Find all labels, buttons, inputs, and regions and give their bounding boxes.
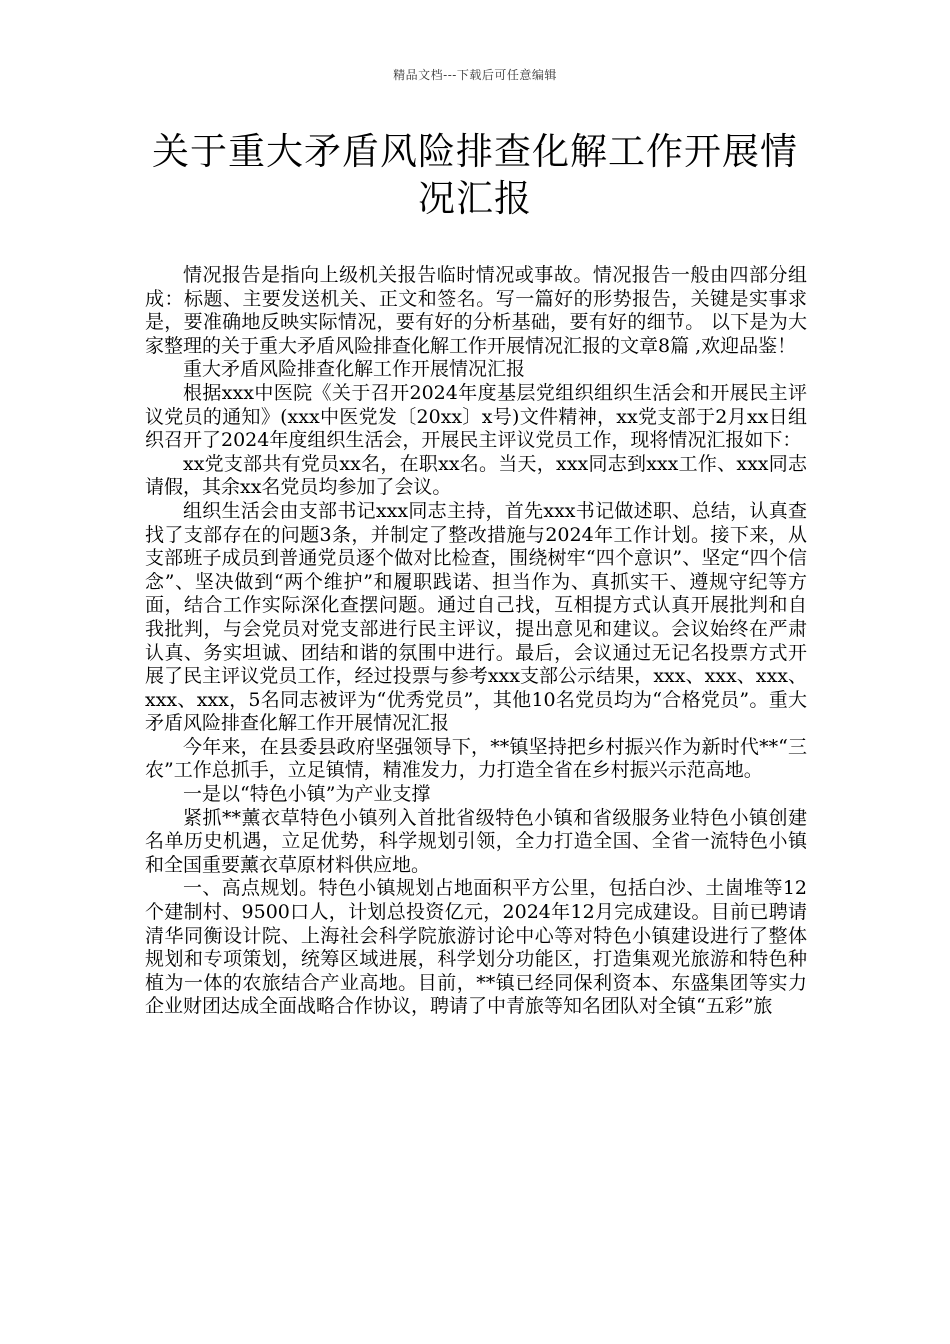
body-paragraph: 今年来，在县委县政府坚强领导下，**镇坚持把乡村振兴作为新时代**“三农”工作总抓手，立足镇情，精准发力，力打造全省在乡村振兴示范高地。 (145, 735, 807, 782)
body-paragraph: 紧抓**薰衣草特色小镇列入首批省级特色小镇和省级服务业特色小镇创建名单历史机遇，立足优势，科学规划引领，全力打造全国、全省一流特色小镇和全国重要薰衣草原材料供应地。 (145, 806, 807, 876)
section-heading: 重大矛盾风险排查化解工作开展情况汇报 (183, 358, 526, 381)
document-title: 关于重大矛盾风险排查化解工作开展情况汇报 (152, 130, 798, 220)
body-paragraph: 根据xxx中医院《关于召开2024年度基层党组织组织生活会和开展民主评议党员的通知》(xxx中医党发〔20xx〕x号)文件精神，xx党支部于2月xx日组织召开了2024年度组织生活会，开展民主评议党员工作，现将情况汇报如下： (145, 381, 807, 452)
document-body (145, 264, 807, 1019)
body-paragraph: 一、高点规划。特色小镇规划占地面积平方公里，包括白沙、土崮堆等12个建制村、9500口人，计划总投资亿元，2024年12月完成建设。目前已聘请清华同衡设计院、上海社会科学院旅游讨论中心等对特色小镇建设进行了整体规划和专项策划，统筹区域进展，科学划分功能区，打造集观光旅游和特色种植为一体的农旅结合产业高地。目前，**镇已经同保利资本、东盛集团等实力企业财团达成全面战略合作协议，聘请了中青旅等知名团队对全镇“五彩”旅 (145, 877, 807, 1018)
body-paragraph: xx党支部共有党员xx名，在职xx名。当天，xxx同志到xxx工作、xxx同志请假，其余xx名党员均参加了会议。 (145, 452, 807, 499)
header-note: 精品文档---下载后可任意编辑 (393, 68, 557, 82)
subsection-heading: 一是以“特色小镇”为产业支撑 (183, 783, 431, 806)
body-paragraph: 组织生活会由支部书记xxx同志主持，首先xxx书记做述职、总结，认真查找了支部存在的问题3条，并制定了整改措施与2024年工作计划。接下来，从支部班子成员到普通党员逐个做对比检查，围绕树牢“四个意识”、坚定“四个信念”、坚决做到“两个维护”和履职践诺、担当作为、真抓实干、遵规守纪等方面，结合工作实际深化查摆问题。通过自己找，互相提方式认真开展批判和自我批判，与会党员对党支部进行民主评议，提出意见和建议。会议始终在严肃认真、务实坦诚、团结和谐的氛围中进行。最后，会议通过无记名投票方式开展了民主评议党员工作，经过投票与参考xxx支部公示结果，xxx、xxx、xxx、xxx、xxx，5名同志被评为“优秀党员”，其他10名党员均为“合格党员”。重大矛盾风险排查化解工作开展情况汇报 (145, 499, 807, 735)
intro-paragraph: 情况报告是指向上级机关报告临时情况或事故。情况报告一般由四部分组成：标题、主要发送机关、正文和签名。写一篇好的形势报告，关键是实事求是，要准确地反映实际情况，要有好的分析基础，要有好的细节。 以下是为大家整理的关于重大矛盾风险排查化解工作开展情况汇报的文章8篇 ,欢迎品鉴！ (145, 264, 807, 357)
